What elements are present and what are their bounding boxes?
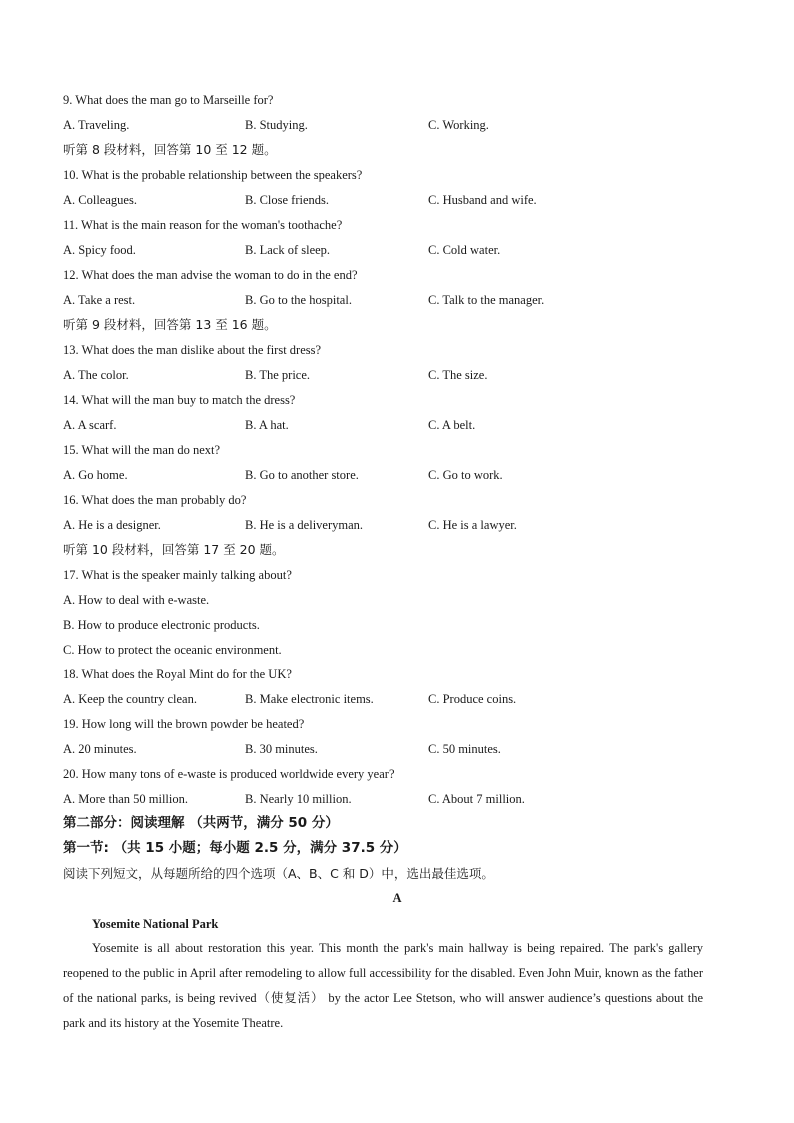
option-12a: A. Take a rest.: [63, 293, 136, 307]
option-9b: B. Studying.: [245, 118, 308, 132]
option-19b: B. 30 minutes.: [245, 742, 318, 756]
option-12b: B. Go to the hospital.: [245, 293, 352, 307]
option-11c: C. Cold water.: [428, 243, 501, 257]
section-instruction-10: 听第 10 段材料，回答第 17 至 20 题。: [63, 542, 285, 557]
option-14a: A. A scarf.: [63, 418, 117, 432]
option-19a: A. 20 minutes.: [63, 742, 137, 756]
option-10c: C. Husband and wife.: [428, 193, 537, 207]
option-13a: A. The color.: [63, 368, 129, 382]
option-20c: C. About 7 million.: [428, 792, 525, 806]
option-17b: B. How to produce electronic products.: [63, 618, 260, 632]
option-13b: B. The price.: [245, 368, 311, 382]
option-14c: C. A belt.: [428, 418, 476, 432]
part2-heading: 第二部分：阅读理解 （共两节，满分 50 分）: [63, 815, 339, 831]
reading-instruction: 阅读下列短文，从每题所给的四个选项（A、B、C 和 D）中，选出最佳选项。: [63, 866, 494, 881]
question-12: 12. What does the man advise the woman to do in the end?: [63, 268, 358, 282]
section1-heading: 第一节: （共 15 小题；每小题 2.5 分，满分 37.5 分）: [63, 840, 407, 856]
option-20a: A. More than 50 million.: [63, 792, 188, 806]
section-instruction-8: 听第 8 段材料，回答第 10 至 12 题。: [63, 142, 277, 157]
question-10: 10. What is the probable relationship between the speakers?: [63, 168, 363, 182]
option-20b: B. Nearly 10 million.: [245, 792, 352, 806]
option-10b: B. Close friends.: [245, 193, 330, 207]
passage-letter: A: [392, 891, 402, 905]
option-15a: A. Go home.: [63, 468, 128, 482]
option-19c: C. 50 minutes.: [428, 742, 501, 756]
option-17a: A. How to deal with e-waste.: [63, 593, 210, 607]
option-16b: B. He is a deliveryman.: [245, 518, 364, 532]
option-14b: B. A hat.: [245, 418, 289, 432]
question-20: 20. How many tons of e-waste is produced worldwide every year?: [63, 767, 395, 781]
passage-paragraph: Yosemite is all about restoration this year. This month the park's main hallway is being repaired. The park's gallery reopened to the public in April after remodeling to allow full accessibility for the disabled. Even John Muir, known as the father of the national parks, is being revived（使复活） by the actor Lee Stetson, who will answer audience’s questions about the park and its history at the Yosemite Theatre.: [63, 941, 703, 1030]
option-13c: C. The size.: [428, 368, 488, 382]
question-11: 11. What is the main reason for the woman's toothache?: [63, 218, 343, 232]
question-16: 16. What does the man probably do?: [63, 493, 247, 507]
question-14: 14. What will the man buy to match the dress?: [63, 393, 296, 407]
option-15c: C. Go to work.: [428, 468, 503, 482]
option-18b: B. Make electronic items.: [245, 692, 374, 706]
option-18a: A. Keep the country clean.: [63, 692, 197, 706]
option-11b: B. Lack of sleep.: [245, 243, 331, 257]
option-18c: C. Produce coins.: [428, 692, 517, 706]
option-16a: A. He is a designer.: [63, 518, 161, 532]
option-12c: C. Talk to the manager.: [428, 293, 545, 307]
option-9c: C. Working.: [428, 118, 489, 132]
option-11a: A. Spicy food.: [63, 243, 136, 257]
question-15: 15. What will the man do next?: [63, 443, 221, 457]
question-18: 18. What does the Royal Mint do for the UK?: [63, 667, 292, 681]
section-instruction-9: 听第 9 段材料，回答第 13 至 16 题。: [63, 317, 277, 332]
question-9: 9. What does the man go to Marseille for?: [63, 93, 274, 107]
question-13: 13. What does the man dislike about the first dress?: [63, 343, 322, 357]
passage-title: Yosemite National Park: [92, 917, 219, 931]
option-9a: A. Traveling.: [63, 118, 130, 132]
question-17: 17. What is the speaker mainly talking about?: [63, 568, 292, 582]
question-19: 19. How long will the brown powder be heated?: [63, 717, 305, 731]
option-15b: B. Go to another store.: [245, 468, 359, 482]
option-17c: C. How to protect the oceanic environment.: [63, 643, 282, 657]
option-10a: A. Colleagues.: [63, 193, 137, 207]
option-16c: C. He is a lawyer.: [428, 518, 517, 532]
